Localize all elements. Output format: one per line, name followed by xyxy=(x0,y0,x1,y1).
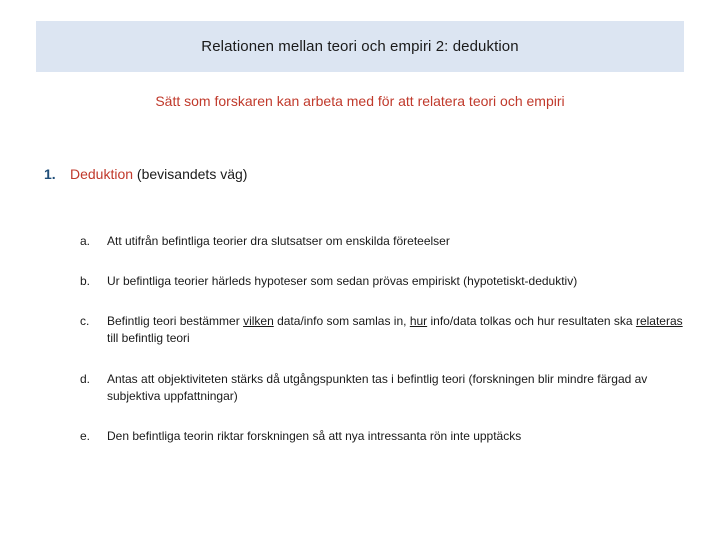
item-text-part: Befintlig teori bestämmer xyxy=(107,314,244,328)
title-banner xyxy=(36,21,684,72)
item-text-part: data/info som samlas in, xyxy=(273,314,410,328)
item-text-part: till befintlig teori xyxy=(107,331,190,345)
item-text: Att utifrån befintliga teorier dra slutsatser om enskilda företeelser xyxy=(107,234,450,248)
item-letter: c. xyxy=(80,314,90,328)
underlined-word-vilken: vilken xyxy=(243,314,274,328)
item-text-part: info/data tolkas och hur resultaten ska xyxy=(427,314,636,328)
item-text xyxy=(107,313,687,347)
item-letter: d. xyxy=(80,372,91,386)
item-letter: b. xyxy=(80,274,91,288)
underlined-word-hur: hur xyxy=(409,314,428,328)
section-description: (bevisandets väg) xyxy=(133,166,248,182)
item-letter: e. xyxy=(80,429,91,443)
slide-title: Relationen mellan teori och empiri 2: deduktion xyxy=(201,38,519,55)
section-number: 1. xyxy=(44,166,56,182)
item-text: Den befintliga teorin riktar forskningen så att nya intressanta rön inte upptäcks xyxy=(107,429,522,443)
slide-subtitle: Sätt som forskaren kan arbeta med för att relatera teori och empiri xyxy=(155,93,565,109)
item-text: Antas att objektiviteten stärks då utgångspunkten tas i befintlig teori (forskningen blir mindre färgad av subjektiva uppfattningar) xyxy=(107,372,648,403)
item-letter: a. xyxy=(80,234,91,248)
section-keyword: Deduktion xyxy=(70,166,134,182)
item-text: Ur befintliga teorier härleds hypoteser som sedan prövas empiriskt (hypotetiskt-deduktiv) xyxy=(107,274,578,288)
section-heading xyxy=(44,166,247,182)
underlined-word-relateras: relateras xyxy=(635,314,683,328)
